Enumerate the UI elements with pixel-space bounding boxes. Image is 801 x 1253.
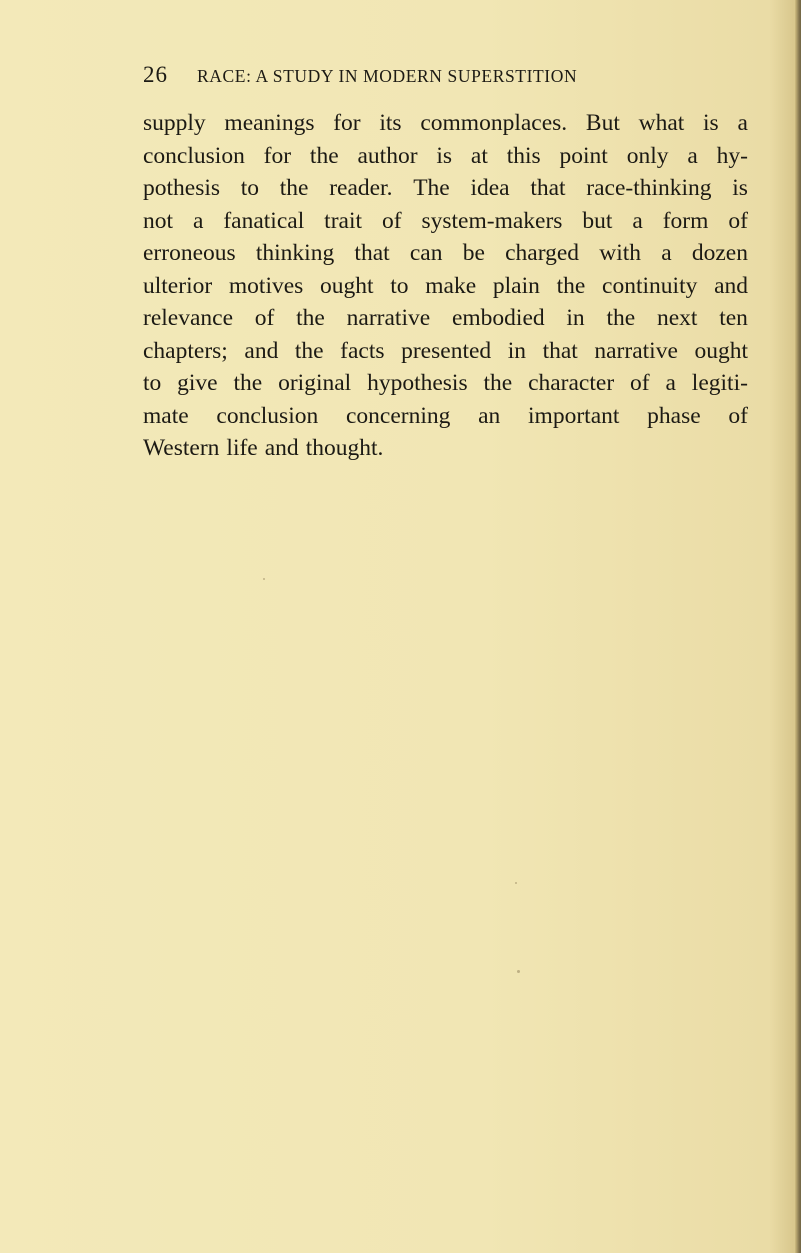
word: of bbox=[728, 207, 748, 234]
word: with bbox=[599, 240, 642, 266]
paper-speck bbox=[515, 882, 517, 884]
word: what bbox=[638, 110, 685, 136]
word: But bbox=[585, 110, 620, 136]
word: give bbox=[177, 370, 218, 396]
word: is bbox=[703, 110, 719, 136]
word: chapters; bbox=[143, 337, 228, 364]
word: thought. bbox=[305, 435, 384, 461]
word: for bbox=[333, 110, 361, 136]
word: a bbox=[192, 207, 204, 234]
word: next bbox=[656, 305, 698, 331]
word: a bbox=[632, 207, 643, 234]
word: at bbox=[470, 142, 488, 169]
running-head bbox=[143, 62, 743, 92]
word: its bbox=[379, 110, 402, 136]
word: the bbox=[309, 142, 339, 169]
word: original bbox=[278, 370, 352, 396]
word: this bbox=[506, 142, 541, 169]
word: a bbox=[737, 110, 748, 136]
word: charged bbox=[505, 240, 580, 266]
text-line bbox=[143, 367, 748, 400]
word: relevance bbox=[143, 305, 234, 331]
word: important bbox=[528, 402, 620, 429]
word: supply bbox=[143, 110, 206, 136]
word: narrative bbox=[346, 305, 431, 331]
page-edge-shadow bbox=[795, 0, 801, 1253]
word: is bbox=[732, 175, 748, 201]
word: to bbox=[390, 272, 409, 299]
word: and bbox=[264, 435, 299, 461]
word: the bbox=[483, 370, 513, 396]
word: the bbox=[296, 305, 325, 331]
text-line bbox=[143, 237, 748, 270]
word: legiti- bbox=[691, 370, 748, 396]
word: race-thinking bbox=[586, 175, 712, 201]
word: concerning bbox=[345, 402, 451, 429]
word: thinking bbox=[255, 240, 335, 266]
word: motives bbox=[228, 272, 304, 299]
text-line bbox=[143, 205, 748, 238]
text-line bbox=[143, 302, 748, 335]
word: reader. bbox=[329, 175, 393, 201]
word: but bbox=[582, 207, 613, 234]
word: and bbox=[244, 337, 279, 364]
word: embodied bbox=[451, 305, 545, 331]
word: fanatical bbox=[223, 207, 305, 234]
word: ten bbox=[719, 305, 748, 331]
word: a bbox=[687, 142, 698, 169]
word: the bbox=[279, 175, 309, 201]
word: can bbox=[409, 240, 443, 266]
word: ought bbox=[320, 272, 374, 299]
word: is bbox=[436, 142, 453, 169]
word: the bbox=[606, 305, 636, 331]
word: make bbox=[425, 272, 477, 299]
word: that bbox=[542, 337, 578, 364]
word: plain bbox=[492, 272, 540, 299]
word: pothesis bbox=[143, 175, 221, 201]
word: only bbox=[626, 142, 669, 169]
word: author bbox=[357, 142, 418, 169]
word: continuity bbox=[602, 272, 698, 299]
word: ought bbox=[694, 337, 748, 364]
word: of bbox=[728, 402, 748, 429]
text-line bbox=[143, 172, 748, 205]
word: in bbox=[507, 337, 526, 364]
word: and bbox=[714, 272, 748, 299]
word: of bbox=[254, 305, 275, 331]
word: the bbox=[556, 272, 586, 299]
word: conclusion bbox=[143, 142, 245, 169]
word: in bbox=[566, 305, 585, 331]
word: life bbox=[226, 435, 258, 461]
word: that bbox=[530, 175, 566, 201]
word: of bbox=[630, 370, 650, 396]
page-number: 26 bbox=[143, 62, 168, 87]
word: facts bbox=[340, 337, 385, 364]
body-paragraph bbox=[143, 107, 748, 465]
paper-speck bbox=[517, 970, 520, 973]
word: of bbox=[381, 207, 402, 234]
word: erroneous bbox=[143, 240, 236, 266]
word: be bbox=[462, 240, 485, 266]
word: an bbox=[478, 402, 501, 429]
word: narrative bbox=[594, 337, 678, 364]
text-line bbox=[143, 140, 748, 173]
word: system-makers bbox=[421, 207, 563, 234]
paper-speck bbox=[263, 578, 265, 580]
word: to bbox=[143, 370, 162, 396]
word: character bbox=[528, 370, 615, 396]
word: form bbox=[662, 207, 709, 234]
word: the bbox=[294, 337, 324, 364]
word: idea bbox=[470, 175, 510, 201]
word: phase bbox=[647, 402, 701, 429]
text-line bbox=[143, 400, 748, 433]
text-line bbox=[143, 335, 748, 368]
word: that bbox=[354, 240, 390, 266]
word: The bbox=[413, 175, 450, 201]
text-line bbox=[143, 107, 748, 140]
word: to bbox=[240, 175, 260, 201]
word: Western bbox=[143, 435, 220, 461]
word: hypothesis bbox=[367, 370, 468, 396]
word: meanings bbox=[224, 110, 315, 136]
running-head-title: RACE: A STUDY IN MODERN SUPERSTITION bbox=[197, 66, 578, 86]
text-line bbox=[143, 270, 748, 303]
word: trait bbox=[324, 207, 363, 234]
word: point bbox=[559, 142, 608, 169]
word: conclusion bbox=[216, 402, 319, 429]
word: a bbox=[661, 240, 672, 266]
word: presented bbox=[401, 337, 492, 364]
word: ulterior bbox=[143, 272, 213, 299]
word: commonplaces. bbox=[420, 110, 568, 136]
text-line-last bbox=[143, 432, 748, 465]
word: mate bbox=[143, 402, 189, 429]
word: dozen bbox=[691, 240, 748, 266]
word: not bbox=[143, 207, 174, 234]
word: hy- bbox=[716, 142, 748, 169]
word: a bbox=[665, 370, 676, 396]
word: for bbox=[263, 142, 292, 169]
word: the bbox=[233, 370, 263, 396]
